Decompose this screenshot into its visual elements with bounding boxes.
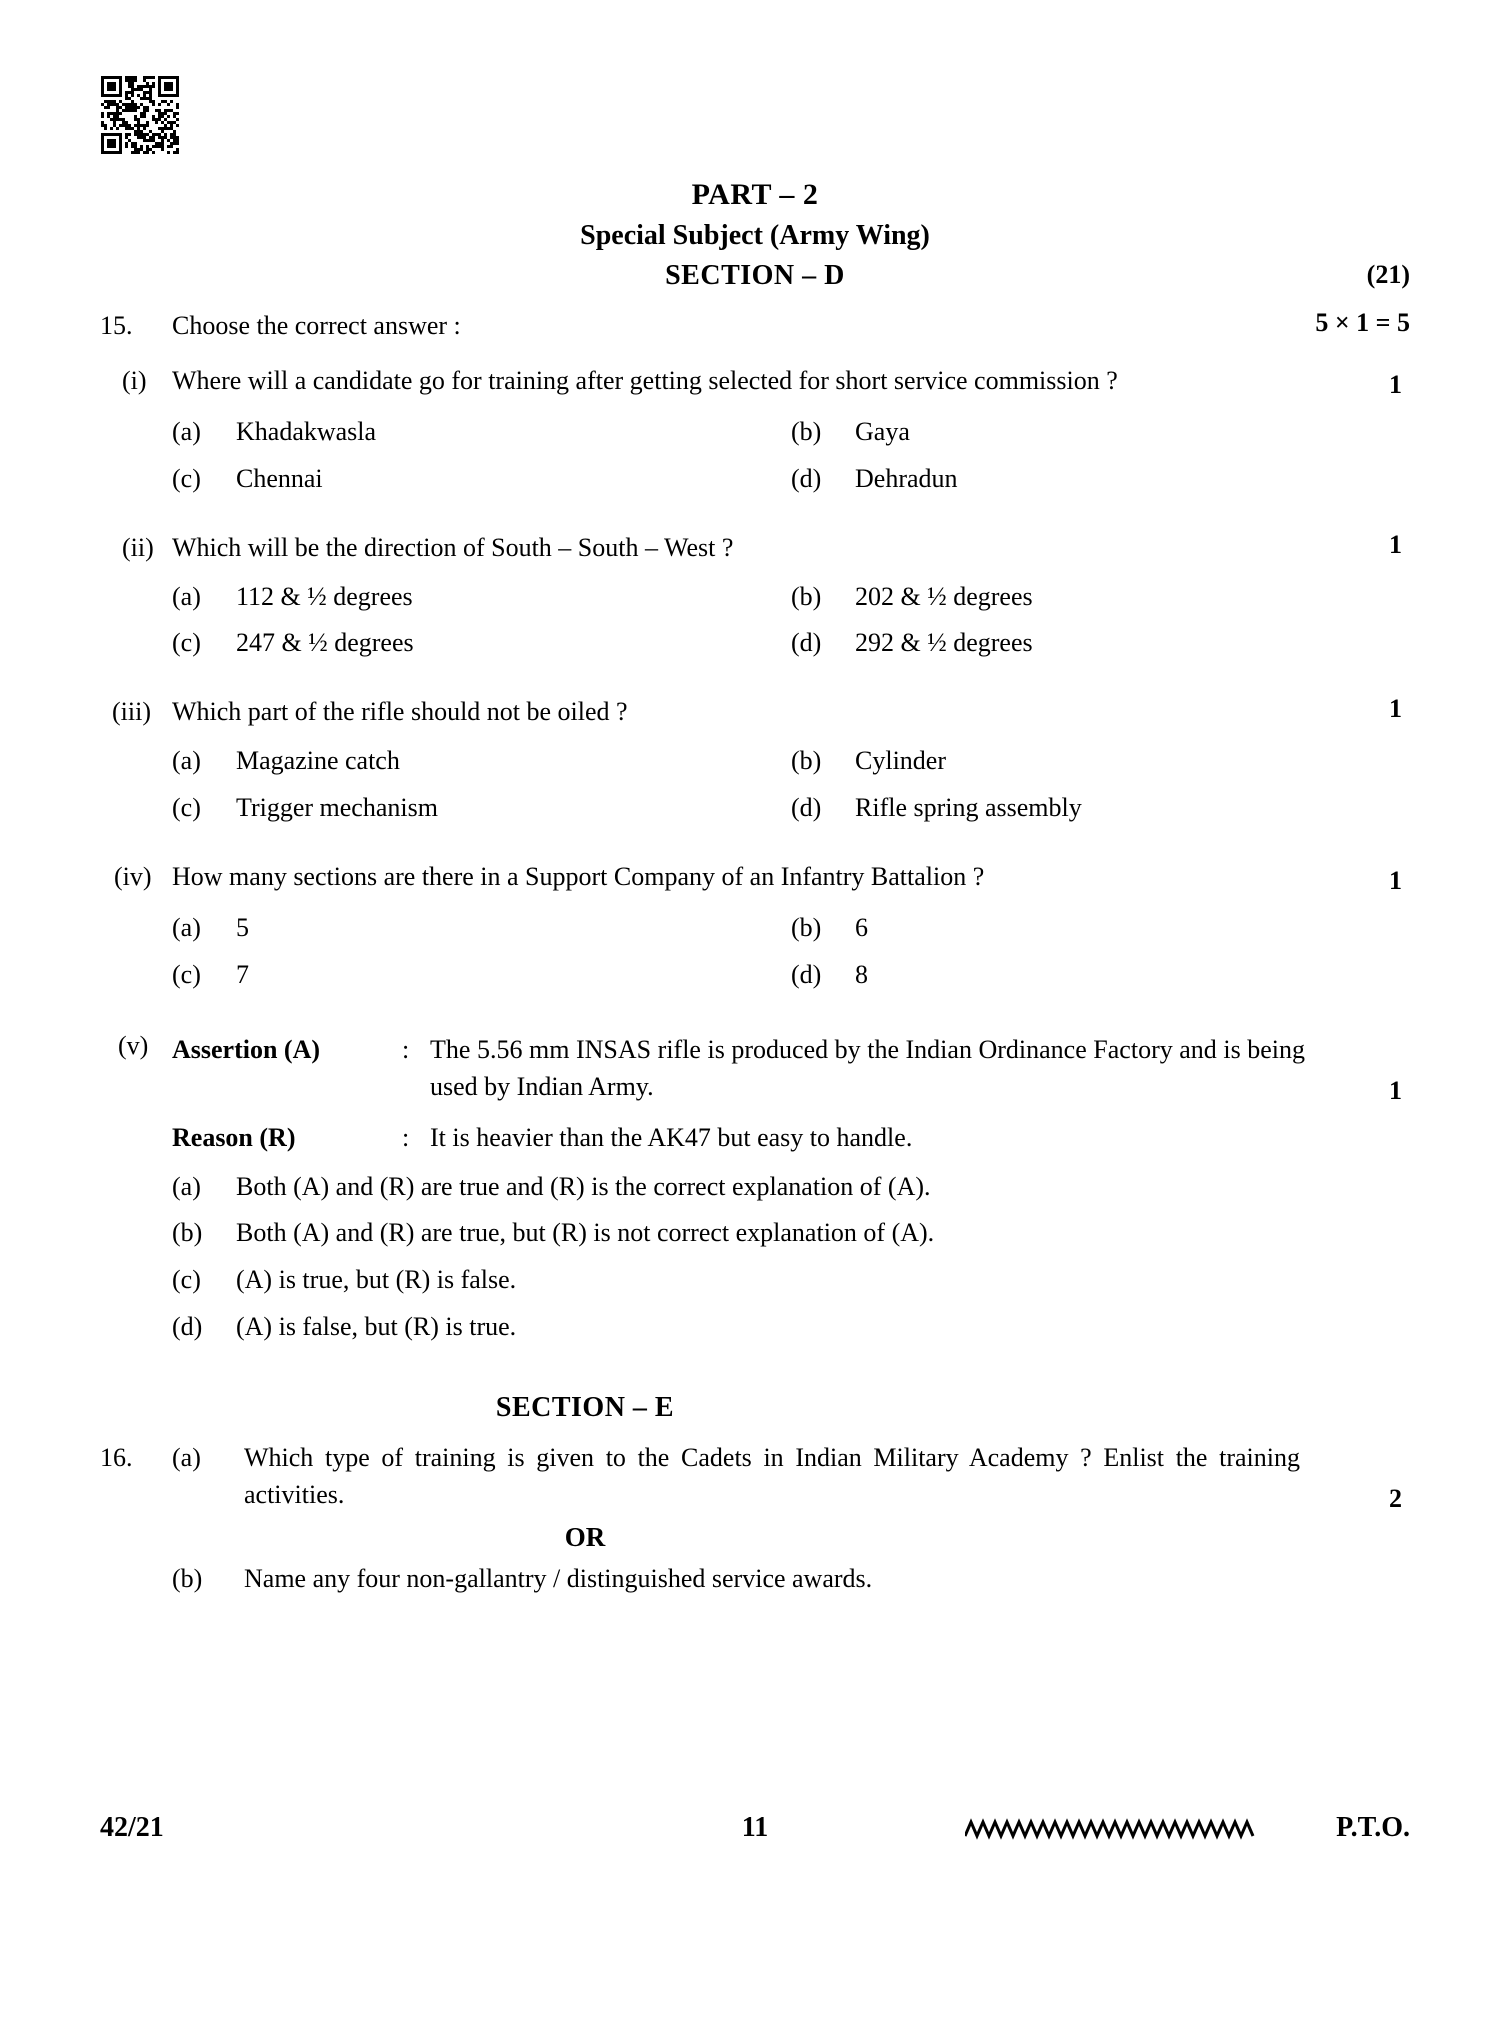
subquestion-ii-text: Which will be the direction of South – South – West ? <box>172 532 734 562</box>
option-d[interactable] <box>791 790 1410 827</box>
section-e-title: SECTION – E <box>495 1392 675 1424</box>
option-b-text: Gaya <box>855 416 910 446</box>
option-c-key: (c) <box>172 959 201 989</box>
option-line <box>172 461 1410 498</box>
option-b[interactable] <box>791 743 1410 780</box>
option-a-text: Both (A) and (R) are true and (R) is the correct explanation of (A). <box>236 1171 931 1201</box>
option-line <box>172 790 1410 827</box>
option-a-text: 112 & ½ degrees <box>236 581 413 611</box>
option-line <box>172 1309 1410 1346</box>
option-a[interactable] <box>172 743 791 780</box>
or-separator: OR <box>564 1521 606 1552</box>
reason-text: It is heavier than the AK47 but easy to handle. <box>430 1122 913 1152</box>
reason-colon: : <box>402 1122 410 1152</box>
qr-code-icon <box>101 76 179 154</box>
reason-wrap <box>172 1120 1410 1157</box>
option-d[interactable] <box>791 625 1410 662</box>
subquestion-iv-label: (iv) <box>114 862 152 892</box>
zigzag-divider-icon <box>965 1818 1255 1844</box>
option-c-text: (A) is true, but (R) is false. <box>236 1265 517 1295</box>
option-line <box>172 1169 1410 1206</box>
option-a-key: (a) <box>172 416 201 446</box>
option-a-key: (a) <box>172 581 201 611</box>
option-line <box>172 579 1410 616</box>
question-15-number: 15. <box>100 311 133 340</box>
option-d[interactable] <box>791 957 1410 994</box>
subquestion-i-label: (i) <box>122 365 147 395</box>
option-a-key: (a) <box>172 912 201 942</box>
option-line <box>172 910 1410 947</box>
option-d-text: Rifle spring assembly <box>855 793 1082 823</box>
question-16-marks: 2 <box>1389 1483 1402 1513</box>
subquestion-iv-text: How many sections are there in a Support Company of an Infantry Battalion ? <box>172 862 985 892</box>
paper-code: 42/21 <box>100 1812 164 1843</box>
option-a[interactable] <box>172 414 791 451</box>
page-number: 11 <box>741 1812 769 1843</box>
option-c-text: 7 <box>236 959 249 989</box>
option-c-key: (c) <box>172 463 201 493</box>
option-d-key: (d) <box>791 628 822 658</box>
question-16-part-b-row <box>100 1561 1410 1598</box>
option-b[interactable] <box>791 579 1410 616</box>
subquestion-iii-options <box>172 743 1410 827</box>
subquestion-i-marks: 1 <box>1389 369 1402 399</box>
subquestion-i-options <box>172 414 1410 498</box>
option-c[interactable] <box>172 790 791 827</box>
page-footer <box>100 1812 1410 1858</box>
option-d-key: (d) <box>791 793 822 823</box>
option-c-key: (c) <box>172 793 201 823</box>
question-15-stem-row <box>100 308 1410 345</box>
option-a-text: Magazine catch <box>236 746 400 776</box>
question-16-part-a-text: Which type of training is given to the Cadets in Indian Military Academy ? Enlist the training activities. <box>244 1443 1300 1510</box>
page-content <box>100 178 1410 1598</box>
option-c-key: (c) <box>172 628 201 658</box>
subject-title: Special Subject (Army Wing) <box>580 220 930 251</box>
option-a[interactable] <box>172 579 791 616</box>
option-d-text: (A) is false, but (R) is true. <box>236 1312 517 1342</box>
option-c-text: Chennai <box>236 463 323 493</box>
subquestion-v-options <box>172 1169 1410 1347</box>
subquestion-ii-options <box>172 579 1410 663</box>
option-c-text: Trigger mechanism <box>236 793 438 823</box>
option-a[interactable] <box>172 1169 1410 1206</box>
subquestion-v-label: (v) <box>118 1030 149 1060</box>
subquestion-ii-row <box>100 530 1410 567</box>
subquestion-v-marks: 1 <box>1389 1075 1402 1105</box>
section-d-title: SECTION – D <box>665 260 845 291</box>
section-d-total-marks: (21) <box>1366 260 1410 289</box>
option-line <box>172 1262 1410 1299</box>
option-line <box>172 957 1410 994</box>
subquestion-iii-text: Which part of the rifle should not be oiled ? <box>172 697 628 727</box>
option-b-key: (b) <box>172 1218 203 1248</box>
option-line <box>172 414 1410 451</box>
question-16-number: 16. <box>100 1443 133 1473</box>
section-d-header <box>100 260 1410 298</box>
question-16-part-b-key: (b) <box>172 1563 203 1593</box>
option-d-text: 292 & ½ degrees <box>855 628 1033 658</box>
reason-row <box>172 1120 1410 1157</box>
subquestion-iv-options <box>172 910 1410 994</box>
option-b[interactable] <box>172 1215 1410 1252</box>
subquestion-i-row <box>100 363 1410 400</box>
subquestion-v-row <box>100 1028 1410 1106</box>
option-line <box>172 743 1410 780</box>
option-d[interactable] <box>172 1309 1410 1346</box>
subquestion-iv-marks: 1 <box>1389 865 1402 895</box>
question-15-stem: Choose the correct answer : <box>172 311 461 340</box>
option-d[interactable] <box>791 461 1410 498</box>
option-b-text: 202 & ½ degrees <box>855 581 1033 611</box>
option-line <box>172 1215 1410 1252</box>
option-d-key: (d) <box>791 959 822 989</box>
option-c[interactable] <box>172 461 791 498</box>
option-a-key: (a) <box>172 746 201 776</box>
option-c-key: (c) <box>172 1265 201 1295</box>
option-c-text: 247 & ½ degrees <box>236 628 414 658</box>
subquestion-iv-row <box>100 859 1410 896</box>
subquestion-iii-label: (iii) <box>112 697 151 727</box>
assertion-colon: : <box>402 1034 410 1064</box>
option-d-key: (d) <box>172 1312 203 1342</box>
reason-label: Reason (R) <box>172 1122 296 1152</box>
option-a-text: Khadakwasla <box>236 416 377 446</box>
option-b-text: Both (A) and (R) are true, but (R) is not correct explanation of (A). <box>236 1218 935 1248</box>
pto-label: P.T.O. <box>1336 1812 1410 1843</box>
option-c[interactable] <box>172 1262 1410 1299</box>
question-16-part-a-key: (a) <box>172 1443 201 1473</box>
subquestion-ii-marks: 1 <box>1389 529 1402 559</box>
option-b-key: (b) <box>791 581 822 611</box>
option-a-text: 5 <box>236 912 249 942</box>
option-b[interactable] <box>791 910 1410 947</box>
assertion-label: Assertion (A) <box>172 1034 321 1064</box>
option-b-text: 6 <box>855 912 868 942</box>
question-16-part-b-text: Name any four non-gallantry / distinguished service awards. <box>244 1563 873 1593</box>
subquestion-iii-row <box>100 694 1410 731</box>
option-b-key: (b) <box>791 746 822 776</box>
option-d-text: Dehradun <box>855 463 958 493</box>
option-c[interactable] <box>172 957 791 994</box>
part-title: PART – 2 <box>691 178 819 211</box>
question-15-marks-formula: 5 × 1 = 5 <box>1315 308 1410 337</box>
option-d-key: (d) <box>791 463 822 493</box>
section-e-header <box>100 1392 1410 1430</box>
option-a-key: (a) <box>172 1171 201 1201</box>
assertion-block <box>172 1028 1410 1106</box>
option-b[interactable] <box>791 414 1410 451</box>
assertion-text: The 5.56 mm INSAS rifle is produced by the Indian Ordinance Factory and is being used by Indian Army. <box>430 1034 1305 1101</box>
option-a[interactable] <box>172 910 791 947</box>
subquestion-ii-label: (ii) <box>122 532 154 562</box>
subquestion-i-text: Where will a candidate go for training after getting selected for short service commission ? <box>172 365 1118 395</box>
subquestion-iii-marks: 1 <box>1389 694 1402 724</box>
option-d-text: 8 <box>855 959 868 989</box>
question-16-part-a-row <box>100 1440 1410 1514</box>
option-b-key: (b) <box>791 912 822 942</box>
assertion-row <box>172 1032 1410 1106</box>
option-b-key: (b) <box>791 416 822 446</box>
option-b-text: Cylinder <box>855 746 946 776</box>
option-c[interactable] <box>172 625 791 662</box>
option-line <box>172 625 1410 662</box>
